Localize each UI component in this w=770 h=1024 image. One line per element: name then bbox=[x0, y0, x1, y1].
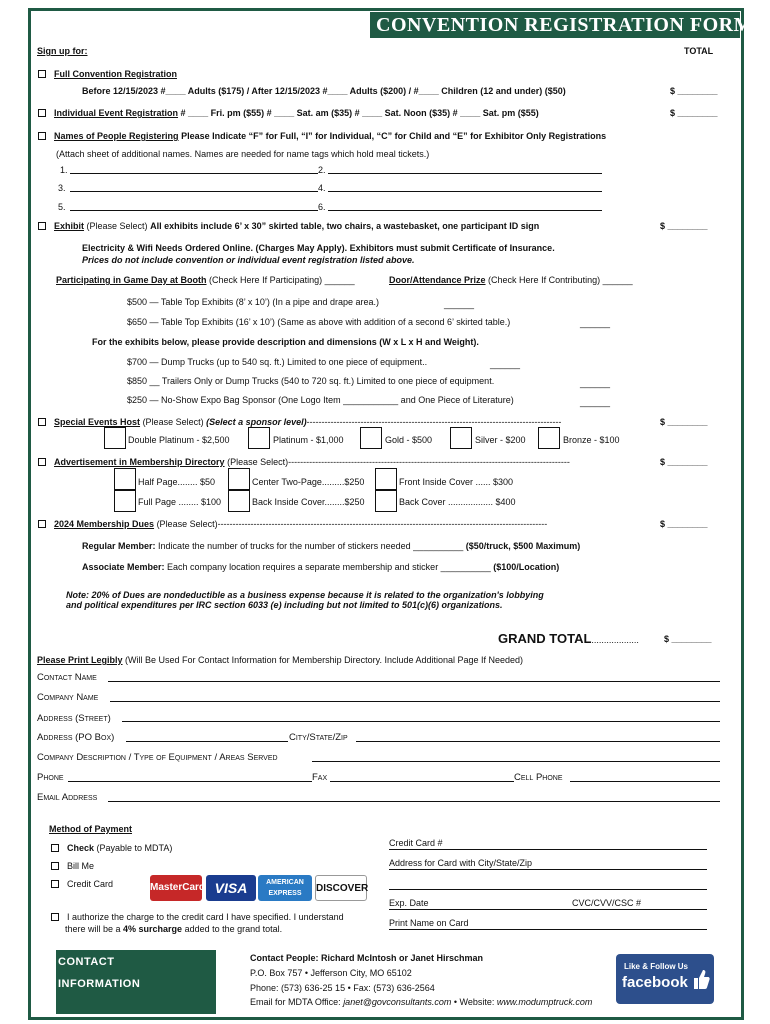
card-number-label: Credit Card # bbox=[389, 838, 443, 848]
card-address-label: Address for Card with City/State/Zip bbox=[389, 858, 533, 868]
level-bronze-box[interactable] bbox=[538, 427, 560, 449]
level-gold-box[interactable] bbox=[360, 427, 382, 449]
exhibit-label: Exhibit bbox=[54, 221, 85, 231]
names-instructions: Please Indicate “F” for Full, “I” for Individual, “C” for Child and “E” for Exhibitor Only Registrations bbox=[181, 131, 607, 141]
contact-email[interactable]: janet@govconsultants.com bbox=[343, 997, 452, 1007]
contact-website[interactable]: www.modumptruck.com bbox=[496, 997, 593, 1007]
exp-date-label: Exp. Date bbox=[389, 898, 429, 908]
email-field[interactable] bbox=[108, 801, 720, 802]
authorize-text-2c: added to the grand total. bbox=[182, 924, 283, 934]
grand-total-label: GRAND TOTAL bbox=[498, 631, 592, 646]
authorize-checkbox[interactable] bbox=[51, 913, 59, 921]
advert-back-inside-box[interactable] bbox=[228, 490, 250, 512]
phone-label: Phone bbox=[37, 772, 64, 783]
advert-half-page: Half Page........ $50 bbox=[138, 477, 216, 487]
check-note: (Payable to MDTA) bbox=[96, 843, 173, 853]
address-po-field[interactable] bbox=[126, 741, 288, 742]
advert-dashes: ---------------------------------------------------------------------------------------------- bbox=[288, 457, 570, 467]
check-checkbox[interactable] bbox=[51, 844, 59, 852]
exhibit-select: (Please Select) bbox=[86, 221, 148, 231]
contact-name-label: Contact Name bbox=[37, 672, 97, 683]
advert-front-inside: Front Inside Cover ...... $300 bbox=[399, 477, 514, 487]
associate-member-text[interactable]: Each company location requires a separate membership and sticker __________ bbox=[167, 562, 491, 572]
dues-dashes: -------------------------------------------------------------------------------------------------------------- bbox=[217, 519, 548, 529]
dues-label: 2024 Membership Dues bbox=[54, 519, 155, 529]
exhibit-option-250-blank[interactable]: ______ bbox=[580, 397, 611, 407]
company-name-field[interactable] bbox=[110, 701, 720, 702]
dues-amount[interactable]: $ ________ bbox=[660, 519, 708, 529]
check-label: Check bbox=[67, 843, 95, 853]
name-number-2: 2. bbox=[318, 165, 326, 175]
advert-center-two-page-box[interactable] bbox=[228, 468, 250, 490]
address-street-field[interactable] bbox=[122, 721, 720, 722]
contact-email-prefix: Email for MDTA Office: bbox=[250, 997, 344, 1007]
name-number-6: 6. bbox=[318, 202, 326, 212]
individual-line: # ____ Fri. pm ($55) # ____ Sat. am ($35) # ____ Sat. Noon ($35) # ____ Sat. pm ($55) bbox=[180, 108, 539, 118]
facebook-badge[interactable] bbox=[616, 954, 714, 1004]
grand-total-dots: ................... bbox=[591, 635, 639, 645]
fax-label: Fax bbox=[312, 772, 328, 783]
company-name-label: Company Name bbox=[37, 692, 99, 703]
card-address-field[interactable] bbox=[389, 869, 707, 870]
advert-back-cover: Back Cover .................. $400 bbox=[399, 497, 516, 507]
name-number-5: 5. bbox=[58, 202, 66, 212]
credit-card-checkbox[interactable] bbox=[51, 880, 59, 888]
game-day-label: Participating in Game Day at Booth bbox=[56, 275, 207, 285]
special-events-checkbox[interactable] bbox=[38, 418, 46, 426]
authorize-text-2a: there will be a bbox=[65, 924, 124, 934]
name-number-3: 3. bbox=[58, 183, 66, 193]
card-number-field[interactable] bbox=[389, 849, 707, 850]
name-field-1[interactable] bbox=[70, 173, 318, 174]
advert-select: (Please Select) bbox=[227, 457, 289, 467]
advert-back-inside: Back Inside Cover........$250 bbox=[252, 497, 365, 507]
city-field[interactable] bbox=[356, 741, 720, 742]
level-silver: Silver - $200 bbox=[475, 435, 526, 445]
special-events-label: Special Events Host bbox=[54, 417, 141, 427]
exhibit-option-250: $250 — No-Show Expo Bag Sponsor (One Logo Item ___________ and One Piece of Literature) bbox=[127, 395, 514, 405]
form-title: CONVENTION REGISTRATION FORM bbox=[376, 14, 753, 36]
individual-checkbox[interactable] bbox=[38, 109, 46, 117]
dues-checkbox[interactable] bbox=[38, 520, 46, 528]
regular-member-text[interactable]: Indicate the number of trucks for the number of stickers needed __________ bbox=[158, 541, 464, 551]
door-prize-note[interactable]: (Check Here If Contributing) ______ bbox=[488, 275, 633, 285]
exhibit-option-650: $650 — Table Top Exhibits (16’ x 10’) (Same as above with addition of a second 6’ skirted table.) bbox=[127, 317, 511, 327]
special-events-select: (Please Select) bbox=[142, 417, 204, 427]
advert-full-page-box[interactable] bbox=[114, 490, 136, 512]
address-po-label: Address (PO Box) bbox=[37, 732, 115, 743]
thumbs-up-icon bbox=[692, 968, 710, 990]
print-name-label: Print Name on Card bbox=[389, 918, 469, 928]
level-double-platinum: Double Platinum - $2,500 bbox=[128, 435, 230, 445]
total-header: TOTAL bbox=[684, 46, 714, 56]
advert-front-inside-box[interactable] bbox=[375, 468, 397, 490]
full-convention-checkbox[interactable] bbox=[38, 70, 46, 78]
name-number-1: 1. bbox=[60, 165, 68, 175]
contact-po-box: P.O. Box 757 • Jefferson City, MO 65102 bbox=[250, 968, 412, 978]
contact-phone: Phone: (573) 636-25 15 • Fax: (573) 636-2564 bbox=[250, 983, 435, 993]
name-field-4[interactable] bbox=[328, 191, 602, 192]
card-address-field-2[interactable] bbox=[389, 889, 707, 890]
exhibit-option-500-blank[interactable]: ______ bbox=[444, 299, 475, 309]
cvc-label: CVC/CVV/CSC # bbox=[572, 898, 642, 908]
name-field-2[interactable] bbox=[328, 173, 602, 174]
cell-field[interactable] bbox=[570, 781, 720, 782]
associate-member-label: Associate Member: bbox=[82, 562, 165, 572]
fax-field[interactable] bbox=[330, 781, 514, 782]
payment-title: Method of Payment bbox=[49, 824, 133, 834]
visa-logo: VISA bbox=[206, 875, 256, 901]
bill-me-checkbox[interactable] bbox=[51, 862, 59, 870]
exp-cvc-field[interactable] bbox=[389, 909, 707, 910]
level-double-platinum-box[interactable] bbox=[104, 427, 126, 449]
full-convention-label: Full Convention Registration bbox=[54, 69, 177, 79]
print-legibly-label: Please Print Legibly bbox=[37, 655, 123, 665]
amex-logo: AMERICAN EXPRESS bbox=[258, 875, 312, 901]
exhibit-option-500: $500 — Table Top Exhibits (8’ x 10’) (In a pipe and drape area.) bbox=[127, 297, 379, 307]
name-field-5[interactable] bbox=[70, 210, 318, 211]
print-name-field[interactable] bbox=[389, 929, 707, 930]
exhibit-desc: All exhibits include 6’ x 30” skirted table, two chairs, a wastebasket, one participant ID sign bbox=[150, 221, 540, 231]
associate-member-price: ($100/Location) bbox=[493, 562, 560, 572]
names-note: (Attach sheet of additional names. Names are needed for name tags which hold meal tickets.) bbox=[56, 149, 430, 159]
special-events-amount[interactable]: $ ________ bbox=[660, 417, 708, 427]
dues-note-1: Note: 20% of Dues are nondeductible as a business expense because it is related to the organization's lobbying bbox=[66, 590, 544, 600]
advert-amount[interactable]: $ ________ bbox=[660, 457, 708, 467]
level-bronze: Bronze - $100 bbox=[563, 435, 620, 445]
authorize-text-1: I authorize the charge to the credit card I have specified. I understand bbox=[67, 912, 344, 922]
facebook-wordmark: facebook bbox=[622, 974, 688, 991]
full-convention-amount[interactable]: $ ________ bbox=[670, 86, 718, 96]
advert-full-page: Full Page ........ $100 bbox=[138, 497, 222, 507]
contact-web-prefix: • Website: bbox=[451, 997, 497, 1007]
mastercard-logo: MasterCard bbox=[150, 875, 202, 901]
level-gold: Gold - $500 bbox=[385, 435, 433, 445]
exhibit-prices-note: Prices do not include convention or individual event registration listed above. bbox=[82, 255, 415, 265]
signup-label: Sign up for: bbox=[37, 46, 88, 56]
cell-label: Cell Phone bbox=[514, 772, 563, 783]
discover-logo: DISCOVER bbox=[315, 875, 367, 901]
level-platinum: Platinum - $1,000 bbox=[273, 435, 344, 445]
level-platinum-box[interactable] bbox=[248, 427, 270, 449]
exhibit-electricity: Electricity & Wifi Needs Ordered Online. (Charges May Apply). Exhibitors must submit Certificate of Insurance. bbox=[82, 243, 555, 253]
individual-label: Individual Event Registration bbox=[54, 108, 179, 118]
name-field-3[interactable] bbox=[70, 191, 318, 192]
special-events-sponsor: (Select a sponsor level) bbox=[206, 417, 307, 427]
grand-total-amount[interactable]: $ ________ bbox=[664, 634, 712, 644]
names-checkbox[interactable] bbox=[38, 132, 46, 140]
full-convention-line: Before 12/15/2023 #____ Adults ($175) / After 12/15/2023 #____ Adults ($200) / #____ Children (12 and under) ($50) bbox=[82, 86, 566, 96]
credit-card-label: Credit Card bbox=[67, 879, 114, 889]
exhibit-option-850: $850 __ Trailers Only or Dump Trucks (540 to 720 sq. ft.) Limited to one piece of equipment. bbox=[127, 376, 495, 386]
facebook-like-text: Like & Follow Us bbox=[624, 962, 689, 971]
exhibit-option-700: $700 — Dump Trucks (up to 540 sq. ft.) Limited to one piece of equipment.. bbox=[127, 357, 428, 367]
contact-name-field[interactable] bbox=[108, 681, 720, 682]
bill-me-label: Bill Me bbox=[67, 861, 95, 871]
exhibit-option-850-blank[interactable]: ______ bbox=[580, 378, 611, 388]
phone-field[interactable] bbox=[68, 781, 312, 782]
company-desc-field[interactable] bbox=[312, 761, 720, 762]
email-label: Email Address bbox=[37, 792, 98, 803]
city-label: City/State/Zip bbox=[289, 732, 348, 743]
print-legibly-note: (Will Be Used For Contact Information for Membership Directory. Include Additional Page If Needed) bbox=[125, 655, 524, 665]
names-label: Names of People Registering bbox=[54, 131, 179, 141]
exhibit-option-650-blank[interactable]: ______ bbox=[580, 318, 611, 328]
regular-member-label: Regular Member: bbox=[82, 541, 156, 551]
contact-people: Contact People: Richard McIntosh or Janet Hirschman bbox=[250, 953, 484, 963]
company-desc-label: Company Description / Type of Equipment / Areas Served bbox=[37, 752, 278, 763]
game-day-note[interactable]: (Check Here If Participating) ______ bbox=[209, 275, 355, 285]
contact-box-line-2: INFORMATION bbox=[58, 978, 141, 990]
advert-checkbox[interactable] bbox=[38, 458, 46, 466]
advert-label: Advertisement in Membership Directory bbox=[54, 457, 225, 467]
dues-note-2: and political expenditures per IRC section 6033 (e) including but not limited to 501(c)(6) organizations. bbox=[66, 600, 503, 610]
door-prize-label: Door/Attendance Prize bbox=[389, 275, 486, 285]
name-number-4: 4. bbox=[318, 183, 326, 193]
advert-center-two-page: Center Two-Page.........$250 bbox=[252, 477, 365, 487]
dims-note: For the exhibits below, please provide description and dimensions (W x L x H and Weight). bbox=[92, 337, 479, 347]
contact-box-line-1: CONTACT bbox=[58, 956, 115, 968]
exhibit-option-700-blank[interactable]: ______ bbox=[490, 359, 521, 369]
authorize-surcharge: 4% surcharge bbox=[123, 924, 183, 934]
level-silver-box[interactable] bbox=[450, 427, 472, 449]
advert-half-page-box[interactable] bbox=[114, 468, 136, 490]
name-field-6[interactable] bbox=[328, 210, 602, 211]
exhibit-amount[interactable]: $ ________ bbox=[660, 221, 708, 231]
special-events-dashes: ------------------------------------------------------------------------------------- bbox=[306, 417, 562, 427]
dues-select: (Please Select) bbox=[156, 519, 218, 529]
exhibit-checkbox[interactable] bbox=[38, 222, 46, 230]
individual-amount[interactable]: $ ________ bbox=[670, 108, 718, 118]
regular-member-price: ($50/truck, $500 Maximum) bbox=[465, 541, 581, 551]
address-street-label: Address (Street) bbox=[37, 713, 111, 724]
advert-back-cover-box[interactable] bbox=[375, 490, 397, 512]
